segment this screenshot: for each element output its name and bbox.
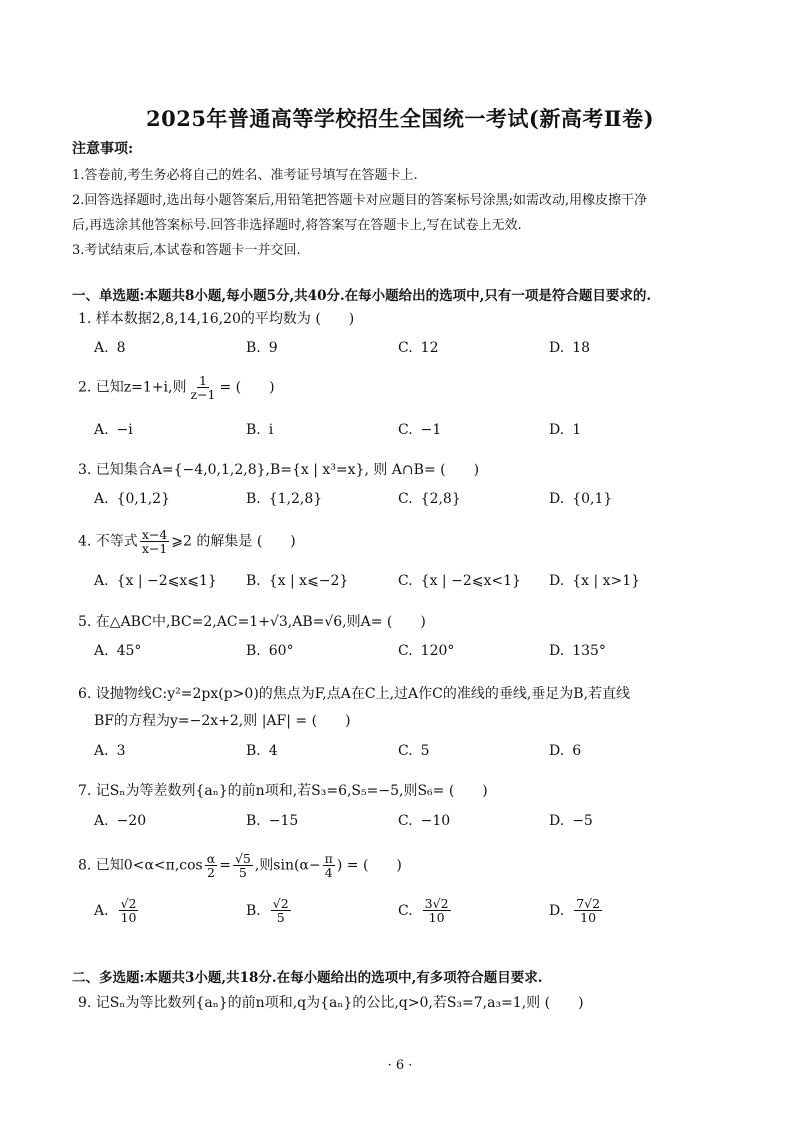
option-a: [94, 643, 141, 659]
option-b: [246, 813, 298, 829]
option-value: −20: [116, 813, 147, 829]
option-value: {x | x⩽−2}: [268, 573, 349, 589]
fraction-numerator: 7√2: [576, 896, 601, 911]
option-label: A.: [94, 491, 109, 507]
fraction-denominator: 2: [207, 865, 215, 881]
fraction-denominator: 5: [238, 865, 247, 881]
option-b: [246, 340, 278, 356]
option-c: [398, 491, 461, 507]
option-label: A.: [94, 340, 109, 356]
option-value: 4: [268, 743, 278, 759]
option-label: C.: [398, 813, 413, 829]
fraction-numerator: α: [206, 851, 216, 866]
notice-line: 2.回答选择题时,选出每小题答案后,用铅笔把答题卡对应题目的答案标号涂黑;如需改动,用橡皮擦干净: [72, 193, 648, 208]
option-label: D.: [549, 340, 565, 356]
option-label: A.: [94, 422, 109, 438]
option-a: [94, 813, 146, 829]
option-a: [94, 422, 133, 438]
option-d: [549, 743, 581, 759]
question-text: 2. 已知z=1+i,则: [78, 379, 187, 396]
option-b: [246, 643, 294, 659]
option-value: 135°: [572, 643, 606, 659]
option-label: B.: [246, 643, 261, 659]
notice-line: 后,再选涂其他答案标号.回答非选择题时,将答案写在答题卡上,写在试卷上无效.: [72, 218, 522, 233]
fraction-denominator: 10: [428, 910, 445, 926]
option-d: [549, 340, 590, 356]
option-label: D.: [549, 743, 565, 759]
option-value: 18: [572, 340, 591, 356]
fraction-denominator: 4: [324, 865, 333, 881]
option-label: D.: [549, 491, 565, 507]
option-b: [246, 573, 348, 589]
option-value: 3: [116, 743, 126, 759]
option-value: 1: [572, 422, 582, 438]
option-label: B.: [246, 491, 261, 507]
option-label: B.: [246, 743, 261, 759]
fraction-numerator: √2: [272, 896, 289, 911]
option-d: [549, 573, 640, 589]
option-a: [94, 491, 170, 507]
fraction-denominator: 10: [580, 910, 597, 926]
option-value: 120°: [420, 643, 455, 659]
option-b: [246, 422, 273, 438]
option-value: {2,8}: [420, 491, 461, 507]
question-4: [78, 528, 296, 555]
option-label: D.: [549, 902, 565, 919]
question-7: 7. 记Sₙ为等差数列{aₙ}的前n项和,若S₃=6,S₅=−5,则S₆= ( ): [78, 783, 488, 799]
option-value: 6: [572, 743, 582, 759]
option-value: 12: [420, 340, 439, 356]
option-label: A.: [94, 573, 109, 589]
question-text: ,则sin(α−: [254, 857, 321, 874]
option-d: [549, 643, 606, 659]
option-c: [398, 573, 521, 589]
notice-heading: 注意事项:: [72, 141, 134, 157]
option-value: 5: [420, 743, 430, 759]
option-a: [94, 573, 217, 589]
option-label: D.: [549, 813, 565, 829]
option-d: [549, 422, 581, 438]
option-label: D.: [549, 643, 565, 659]
fraction-numerator: π: [324, 851, 333, 866]
option-a: [94, 340, 125, 356]
question-6-line-1: 6. 设抛物线C:y²=2px(p>0)的焦点为F,点A在C上,过A作C的准线的垂线,垂足为B,若直线: [78, 686, 631, 702]
option-c: [398, 743, 430, 759]
question-text: =: [219, 857, 231, 874]
option-b: [246, 743, 278, 759]
option-a: [94, 743, 125, 759]
question-text: 8. 已知0<α<π,cos: [78, 857, 203, 874]
option-label: B.: [246, 813, 261, 829]
option-label: C.: [398, 573, 413, 589]
option-value: {0,1}: [572, 491, 613, 507]
fraction-numerator: √5: [234, 851, 251, 866]
option-label: C.: [398, 422, 413, 438]
option-b: [246, 897, 293, 924]
fraction-denominator: 5: [276, 910, 285, 926]
option-value: −5: [572, 813, 593, 829]
fraction-numerator: 3√2: [424, 896, 449, 911]
fraction-denominator: z−1: [190, 387, 216, 403]
option-c: [398, 813, 450, 829]
fraction: [205, 852, 217, 879]
option-value: i: [268, 422, 274, 438]
option-value: {x | x>1}: [572, 573, 641, 589]
question-9: 9. 记Sₙ为等比数列{aₙ}的前n项和,q为{aₙ}的公比,q>0,若S₃=7,a₃=1,则 ( ): [78, 995, 584, 1011]
question-text: ⩾2 的解集是 ( ): [171, 533, 296, 550]
option-label: B.: [246, 340, 261, 356]
section-heading-single-choice: 一、单选题:本题共8小题,每小题5分,共40分.在每小题给出的选项中,只有一项是符合题目要求的.: [72, 288, 652, 304]
option-value: −1: [420, 422, 442, 438]
option-c: [398, 340, 439, 356]
option-label: A.: [94, 643, 109, 659]
fraction-numerator: 1: [199, 373, 207, 388]
option-value: −15: [268, 813, 299, 829]
fraction: [188, 374, 217, 401]
section-heading-multiple-choice: 二、多选题:本题共3小题,共18分.在每小题给出的选项中,有多项符合题目要求.: [72, 970, 543, 986]
question-2: [78, 374, 275, 401]
question-text: = ( ): [219, 379, 275, 396]
option-value: 60°: [268, 643, 294, 659]
question-3: 3. 已知集合A={−4,0,1,2,8},B={x | x³=x}, 则 A∩B= ( ): [78, 462, 480, 478]
fraction-denominator: x−1: [141, 541, 168, 557]
option-d: [549, 813, 593, 829]
option-a: [94, 897, 140, 924]
option-label: C.: [398, 491, 413, 507]
fraction-numerator: x−4: [141, 527, 168, 542]
question-text: 4. 不等式: [78, 533, 138, 550]
option-b: [246, 491, 322, 507]
option-c: [398, 643, 454, 659]
option-label: C.: [398, 902, 413, 919]
option-value: {1,2,8}: [268, 491, 323, 507]
option-label: C.: [398, 643, 413, 659]
option-label: B.: [246, 902, 261, 919]
question-text: ) = ( ): [336, 857, 402, 874]
fraction-numerator: √2: [120, 896, 137, 911]
option-value: 45°: [116, 643, 142, 659]
option-label: D.: [549, 422, 565, 438]
question-5: 5. 在△ABC中,BC=2,AC=1+√3,AB=√6,则A= ( ): [78, 614, 426, 630]
option-label: B.: [246, 573, 261, 589]
fraction: [574, 897, 602, 924]
option-value: 9: [268, 340, 278, 356]
fraction: [119, 897, 139, 924]
option-label: A.: [94, 902, 109, 919]
option-label: C.: [398, 743, 413, 759]
option-label: D.: [549, 573, 565, 589]
option-value: {x | −2⩽x<1}: [420, 573, 521, 589]
option-label: C.: [398, 340, 413, 356]
notice-line: 1.答卷前,考生务必将自己的姓名、准考证号填写在答题卡上.: [72, 168, 418, 183]
option-d: [549, 897, 604, 924]
option-c: [398, 422, 441, 438]
question-8: [78, 852, 402, 879]
page-number: · 6 ·: [387, 1058, 413, 1073]
option-label: A.: [94, 743, 109, 759]
question-1: 1. 样本数据2,8,14,16,20的平均数为 ( ): [78, 311, 355, 327]
option-value: −i: [116, 422, 133, 438]
option-c: [398, 897, 453, 924]
option-label: A.: [94, 813, 109, 829]
option-value: {0,1,2}: [116, 491, 170, 507]
fraction: [140, 528, 169, 555]
fraction-denominator: 10: [120, 910, 137, 926]
notice-line: 3.考试结束后,本试卷和答题卡一并交回.: [72, 243, 301, 258]
option-value: {x | −2⩽x⩽1}: [116, 573, 217, 589]
option-value: 8: [116, 340, 126, 356]
question-6-line-2: BF的方程为y=−2x+2,则 |AF| = ( ): [94, 713, 351, 729]
fraction: [271, 897, 291, 924]
page-title: 2025年普通高等学校招生全国统一考试(新高考Ⅱ卷): [145, 106, 655, 131]
option-d: [549, 491, 612, 507]
option-value: −10: [420, 813, 451, 829]
fraction: [323, 852, 335, 879]
fraction: [423, 897, 451, 924]
option-label: B.: [246, 422, 261, 438]
fraction: [233, 852, 253, 879]
